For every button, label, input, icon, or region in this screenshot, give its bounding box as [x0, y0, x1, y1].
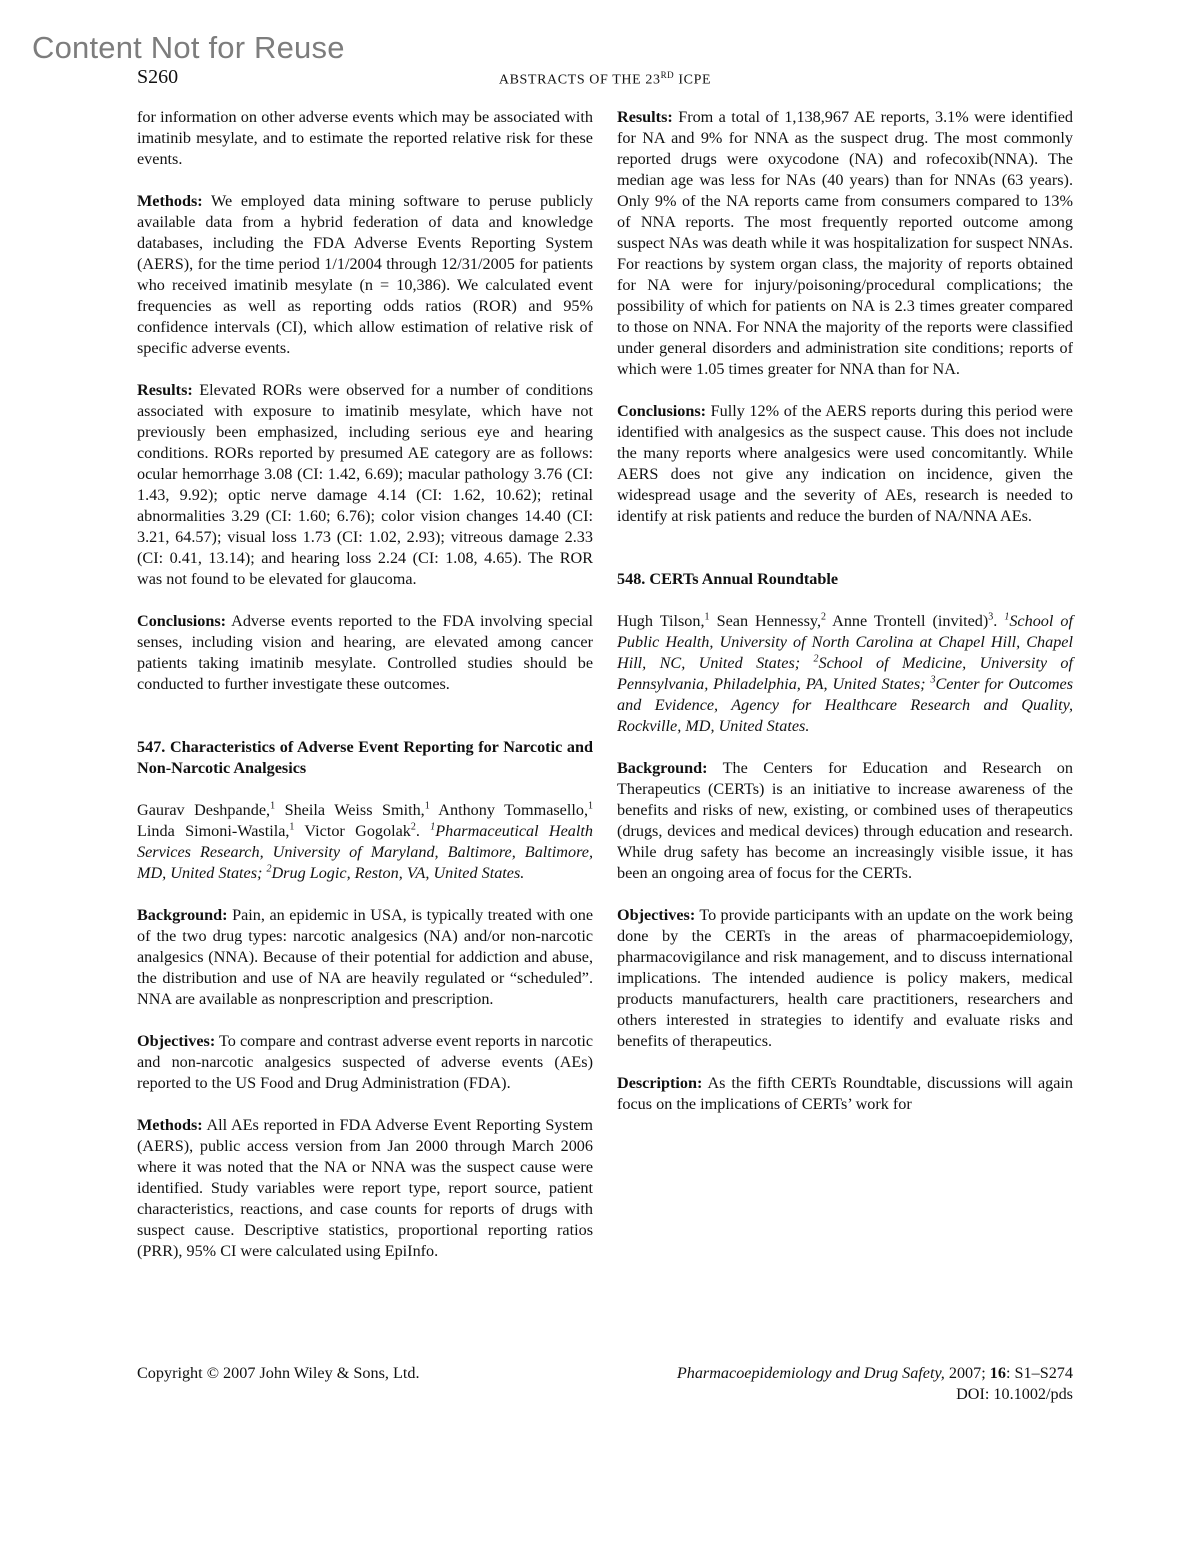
copyright-notice: Copyright © 2007 John Wiley & Sons, Ltd.	[137, 1364, 420, 1382]
abstract-548-title: 548. CERTs Annual Roundtable	[617, 570, 839, 588]
abstract-547-conclusions: Conclusions: Fully 12% of the AERS reports during this period were identified with analgesics as the suspect cause. This does not include the many reports where analgesics were used concomitantly. While AERS does not give any indication on incidence, given the widespread usage and the severity of AEs, research is needed to identify at risk patients and reduce the burden of NA/NNA AEs.	[617, 402, 1073, 525]
left-column	[137, 107, 593, 1262]
abstract-548-description: Description: As the fifth CERTs Roundtable, discussions will again focus on the implications of CERTs’ work for	[617, 1074, 1073, 1113]
right-column	[617, 107, 1073, 1115]
abstract-548-objectives: Objectives: To provide participants with an update on the work being done by the CERTs in the areas of pharmacoepidemiology, pharmacovigilance and risk management, and to discuss international implications. The intended audience is policy makers, medical products manufacturers, health care practitioners, researchers and others interested in strategies to identify and evaluate risks and benefits of therapeutics.	[617, 906, 1073, 1050]
abstract-548-authors: Hugh Tilson,$^1$ Sean Hennessy,$^2$ Anne Trontell (invited)$^3$. $^1$School of Public Health, University of North Carolina at Chapel Hill, Chapel Hill, NC, United States; $^2$School of Medicine, University of Pennsylvania, Philadelphia, PA, United States; $^3$Center for Outcomes and Evidence, Agency for Healthcare Research and Quality, Rockville, MD, United States.	[617, 611, 1074, 735]
running-head: ABSTRACTS OF THE 23RD ICPE	[498, 70, 712, 88]
abstract-547-authors: Gaurav Deshpande,$^1$ Sheila Weiss Smith,$^1$ Anthony Tommasello,$^1$ Linda Simoni-Wastila,$^1$ Victor Gogolak$^2$. $^1$Pharmaceutical Health Services Research, University of Maryland, Baltimore, Baltimore, MD, United States; $^2$Drug Logic, Reston, VA, United States.	[137, 800, 593, 882]
abstract-547-title: 547. Characteristics of Adverse Event Reporting for Narcotic and Non-Narcotic Analgesics	[137, 738, 593, 777]
page-number: S260	[137, 66, 179, 88]
abstract-547-methods: Methods: All AEs reported in FDA Adverse Event Reporting System (AERS), public access version from Jan 2000 through March 2006 where it was noted that the NA or NNA was the suspect cause were identified. Study variables were report type, report source, patient characteristics, reactions, and case counts for reports of drugs with suspect cause. Descriptive statistics, proportional reporting ratios (PRR), 95% CI were calculated using EpiInfo.	[137, 1116, 593, 1260]
abstract-547-objectives: Objectives: To compare and contrast adverse event reports in narcotic and non-narcotic analgesics suspected of adverse events (AEs) reported to the US Food and Drug Administration (FDA).	[137, 1032, 593, 1092]
doi-text: DOI: 10.1002/pds	[956, 1385, 1073, 1403]
abstract-546-methods: Methods: We employed data mining software to peruse publicly available data from a hybrid federation of data and knowledge databases, including the FDA Adverse Events Reporting System (AERS), for the time period 1/1/2004 through 12/31/2005 for patients who received imatinib mesylate (n = 10,386). We calculated event frequencies as well as reporting odds ratios (ROR) and 95% confidence intervals (CI), which allow estimation of relative risk of specific adverse events.	[137, 192, 593, 357]
abstract-547-results: Results: From a total of 1,138,967 AE reports, 3.1% were identified for NA and 9% for NNA as the suspect drug. The most commonly reported drugs were oxycodone (NA) and rofecoxib(NNA). The median age was less for NAs (40 years) than for NNAs (63 years). Only 9% of the NA reports came from consumers compared to 13% of NNA reports. The most frequently reported outcome among suspect NAs was death while it was hospitalization for suspect NNAs. For reactions by system organ class, the majority of reports obtained for NA were for injury/poisoning/procedural complications; the possibility of which for patients on NA is 2.3 times greater compared to those on NNA. For NNA the majority of the reports were classified under general disorders and administration site conditions; reports of which were 1.05 times greater for NNA than for NA.	[617, 108, 1074, 378]
abstract-548-background: Background: The Centers for Education and Research on Therapeutics (CERTs) is an initiative to increase awareness of the benefits and risks of new, existing, or combined uses of therapeutics (drugs, devices and medical devices) through education and research. While drug safety has become an increasingly visible issue, it has been an ongoing area of focus for the CERTs.	[617, 759, 1073, 882]
abstract-546-conclusions: Conclusions: Adverse events reported to the FDA involving special senses, including vision and hearing, are elevated among cancer patients taking imatinib mesylate. Controlled studies should be conducted to further investigate these outcomes.	[137, 612, 593, 693]
page-header	[137, 66, 1073, 90]
watermark-text: Content Not for Reuse	[32, 30, 345, 65]
journal-citation: Pharmacoepidemiology and Drug Safety, 2007; 16: S1–S274 DOI: 10.1002/pds	[676, 1364, 1073, 1403]
abstract-547-background: Background: Pain, an epidemic in USA, is typically treated with one of the two drug types: narcotic analgesics (NA) and/or non-narcotic analgesics (NNA). Because of their potential for addiction and abuse, the distribution and use of NA are heavily regulated or “scheduled”. NNA are available as nonprescription and prescription.	[137, 906, 594, 1008]
abstract-546-results: Results: Elevated RORs were observed for a number of conditions associated with exposure to imatinib mesylate, which have not previously been emphasized, including serious eye and hearing conditions. RORs reported by presumed AE category are as follows: ocular hemorrhage 3.08 (CI: 1.42, 6.69); macular pathology 3.76 (CI: 1.43, 9.92); optic nerve damage 4.14 (CI: 1.62, 10.62); retinal abnormalities 3.29 (CI: 1.60; 6.76); color vision changes 14.40 (CI: 3.21, 64.57); visual loss 1.73 (CI: 1.02, 2.93); vitreous damage 2.33 (CI: 0.41, 13.14); and hearing loss 2.24 (CI: 1.08, 4.65). The ROR was not found to be elevated for glaucoma.	[137, 381, 594, 588]
abstract-546-intro: for information on other adverse events which may be associated with imatinib mesylate, and to estimate the reported relative risk for these events.	[137, 108, 593, 168]
